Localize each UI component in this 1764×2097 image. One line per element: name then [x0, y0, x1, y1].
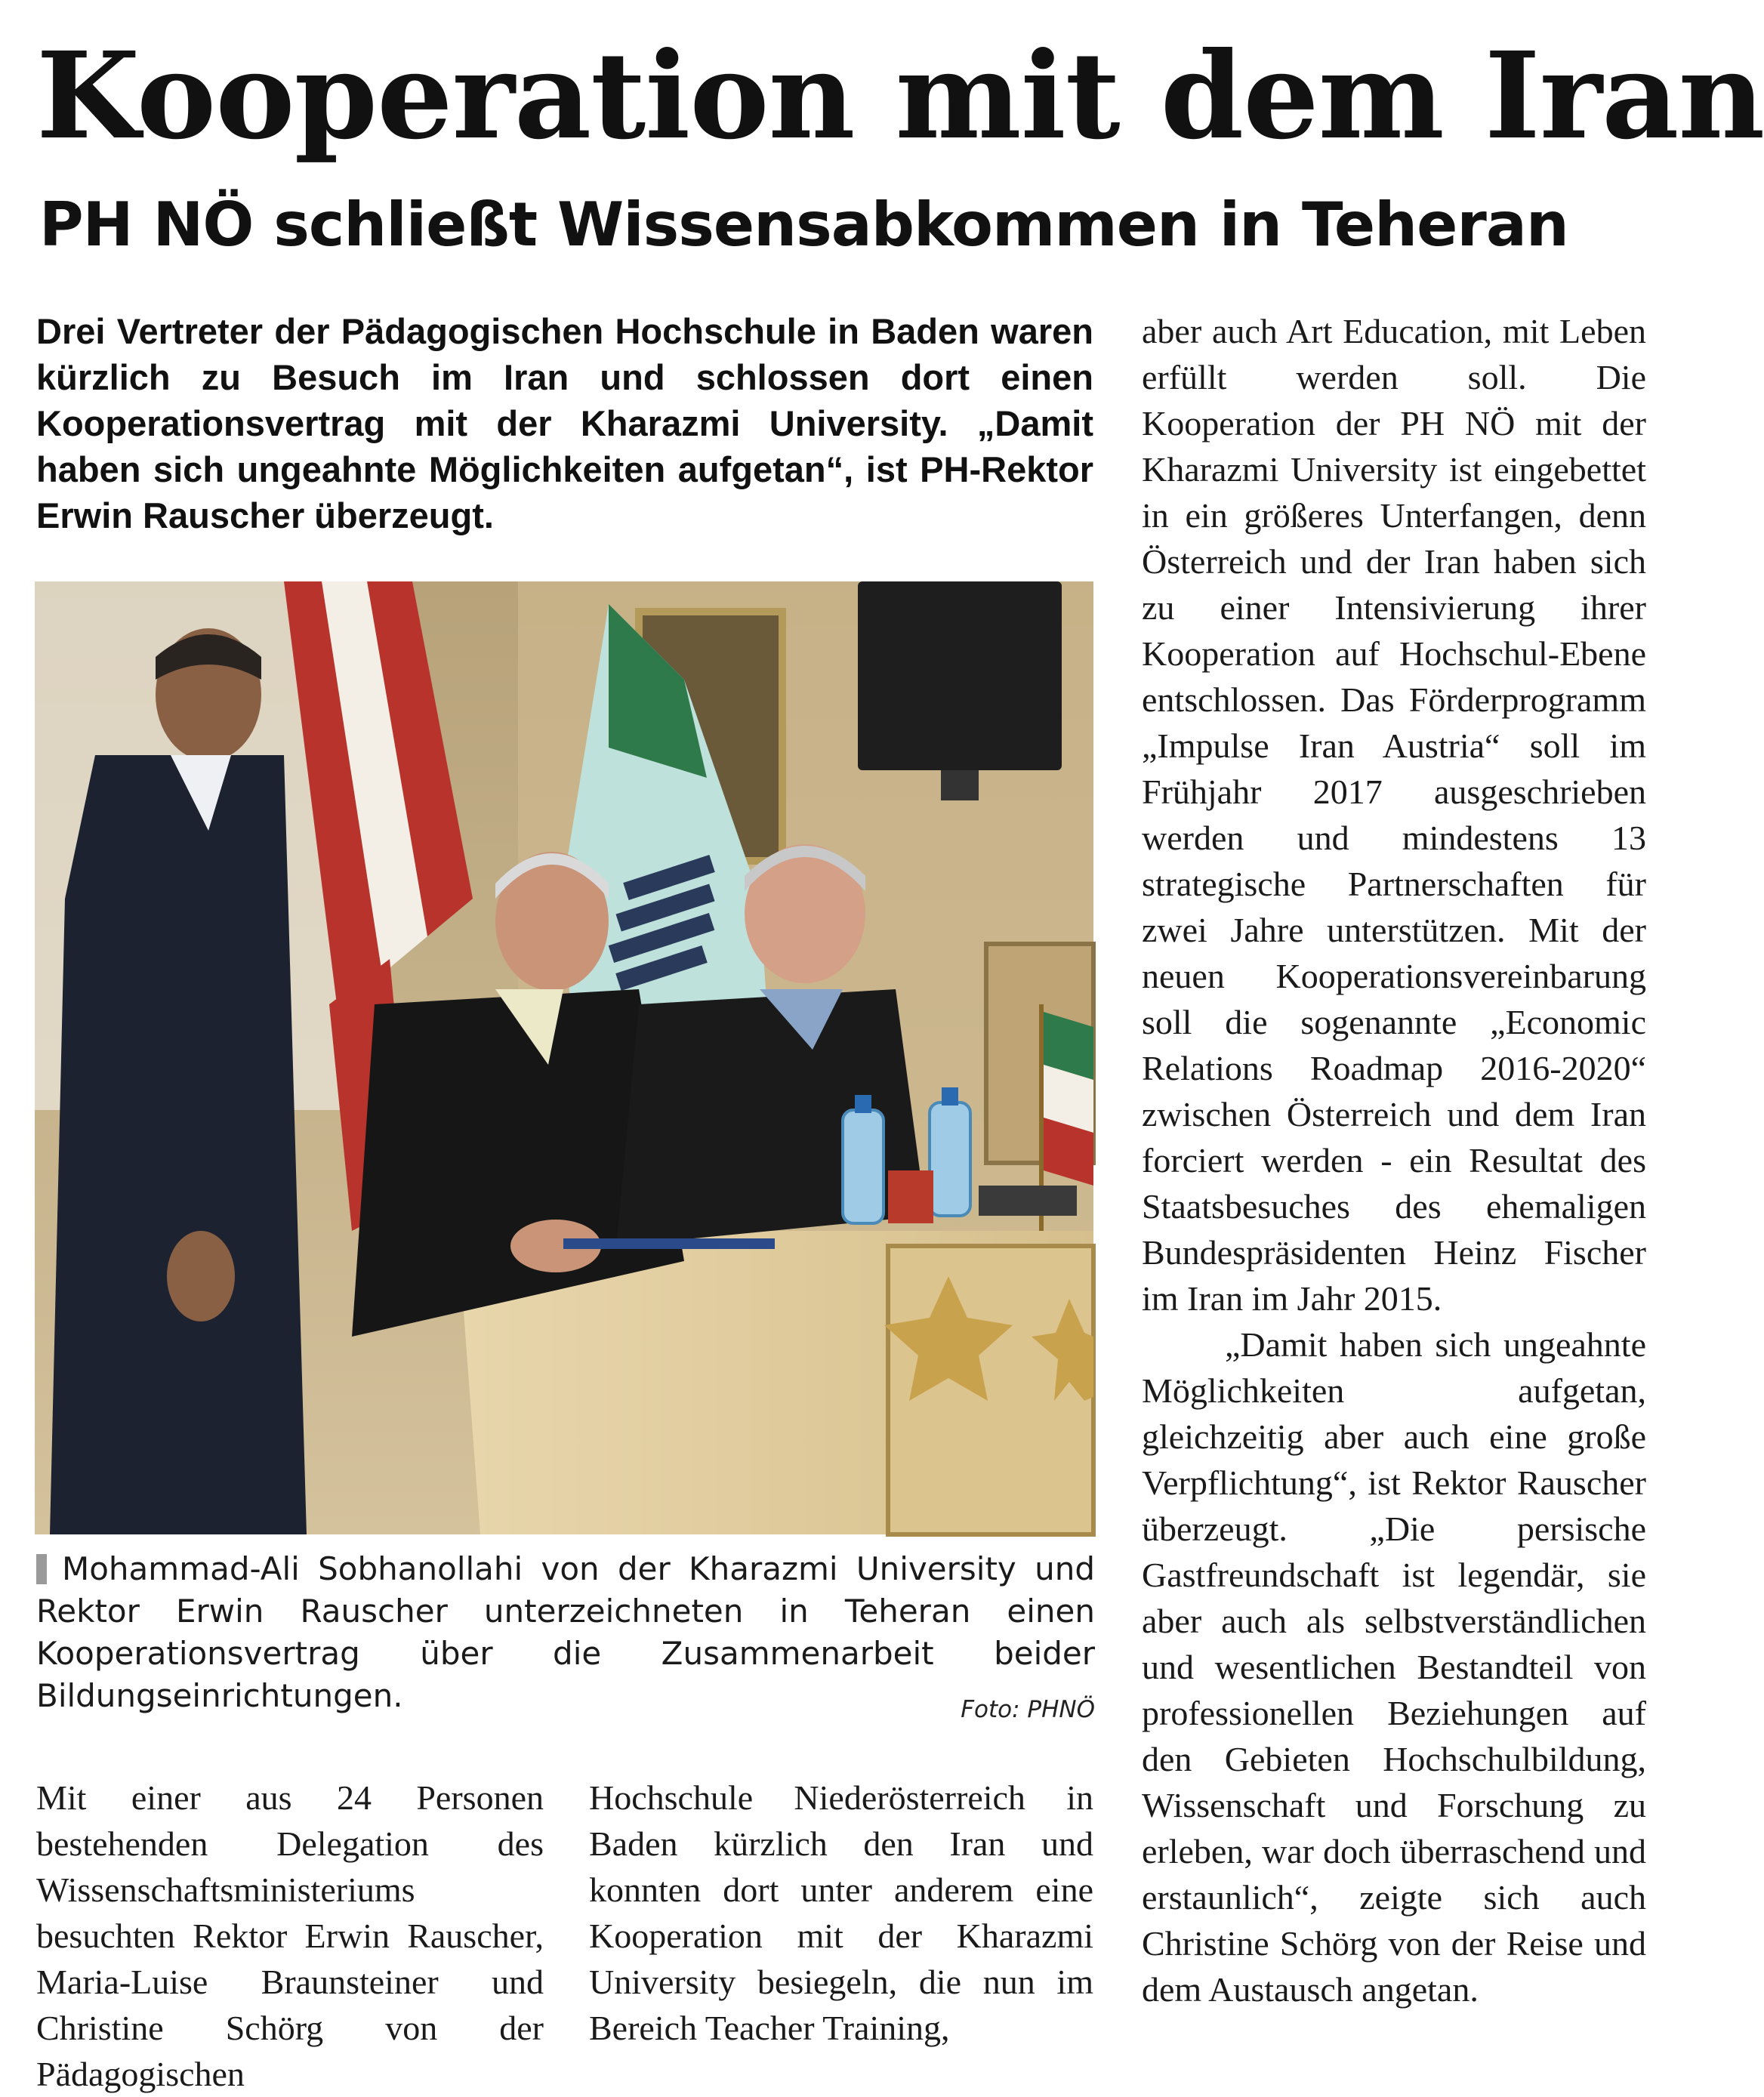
- photo-credit: Foto: PHNÖ: [961, 1696, 1095, 1723]
- lead-paragraph: Drei Vertreter der Pädagogischen Hochschule in Baden waren kürzlich zu Besuch im Iran und schlossen dort einen Kooperationsvertrag mit der Kharazmi University. „Damit haben sich ungeahnte Möglichkeiten aufgetan“, ist PH-Rektor Erwin Rauscher überzeugt.: [36, 311, 1093, 535]
- article-photo: [35, 581, 1093, 1534]
- body-paragraph: aber auch Art Education, mit Leben erfüllt werden soll. Die Kooperation der PH NÖ mit der Kharazmi University ist eingebettet in ein größeres Unterfangen, denn Österreich und der Iran haben sich zu einer Intensivierung ihrer Kooperation auf Hochschul-Ebene entschlossen. Das Förderprogramm „Impulse Iran Austria“ soll im Frühjahr 2017 ausgeschrieben werden und mindestens 13 strategische Partnerschaften für zwei Jahre unterstützen. Mit der neuen Kooperationsvereinbarung soll die sogenannte „Economic Relations Roadmap 2016-2020“ zwischen Österreich und dem Iran forciert werden - ein Resultat des Staatsbesuches des ehemaligen Bundespräsidenten Heinz Fischer im Iran im Jahr 2015.: [1142, 312, 1646, 1318]
- signing-documents: [563, 1238, 775, 1249]
- subheadline: PH NÖ schließt Wissensabkommen in Teheran: [39, 190, 1568, 260]
- caption-marker: [36, 1554, 47, 1584]
- body-paragraph: Hochschule Niederösterreich in Baden kürzlich den Iran und konnten dort unter anderem eine Kooperation mit der Kharazmi University besiegeln, die nun im Bereich Teacher Training,: [589, 1778, 1093, 2047]
- headline: Kooperation mit dem Iran: [36, 26, 1764, 166]
- body-column-2: [589, 1775, 1093, 2051]
- snack-box: [888, 1170, 933, 1223]
- photo-caption: [36, 1548, 1095, 1717]
- body-paragraph: Mit einer aus 24 Personen bestehenden Delegation des Wissenschaftsministeriums besuchten Rektor Erwin Rauscher, Maria-Luise Braunsteiner und Christine Schörg von der Pädagogischen: [36, 1778, 544, 2093]
- body-paragraph: „Damit haben sich ungeahnte Möglichkeiten aufgetan, gleichzeitig aber auch eine große Verpflichtung“, ist Rektor Rauscher überzeugt. „Die persische Gastfreundschaft ist legendär, sie aber auch als selbstverständlichen und wesentlichen Bestandteil von professionellen Beziehungen auf den Gebieten Hochschulbildung, Wissenschaft und Forschung zu erleben, war doch überraschend und erstaunlich“, zeigte sich auch Christine Schörg von der Reise und dem Austausch angetan.: [1142, 1325, 1646, 2009]
- tv-screen-icon: [858, 581, 1062, 770]
- signing-ceremony-illustration: [35, 581, 1093, 1534]
- desk-microphone: [979, 1186, 1077, 1216]
- body-column-3: [1142, 308, 1646, 2012]
- body-column-1: [36, 1775, 544, 2097]
- photo-caption-text: Mohammad-Ali Sobhanollahi von der Kharazmi University und Rektor Erwin Rauscher unterzeichneten in Teheran einen Kooperationsvertrag über die Zusammenarbeit beider Bildungseinrichtungen.: [36, 1550, 1095, 1714]
